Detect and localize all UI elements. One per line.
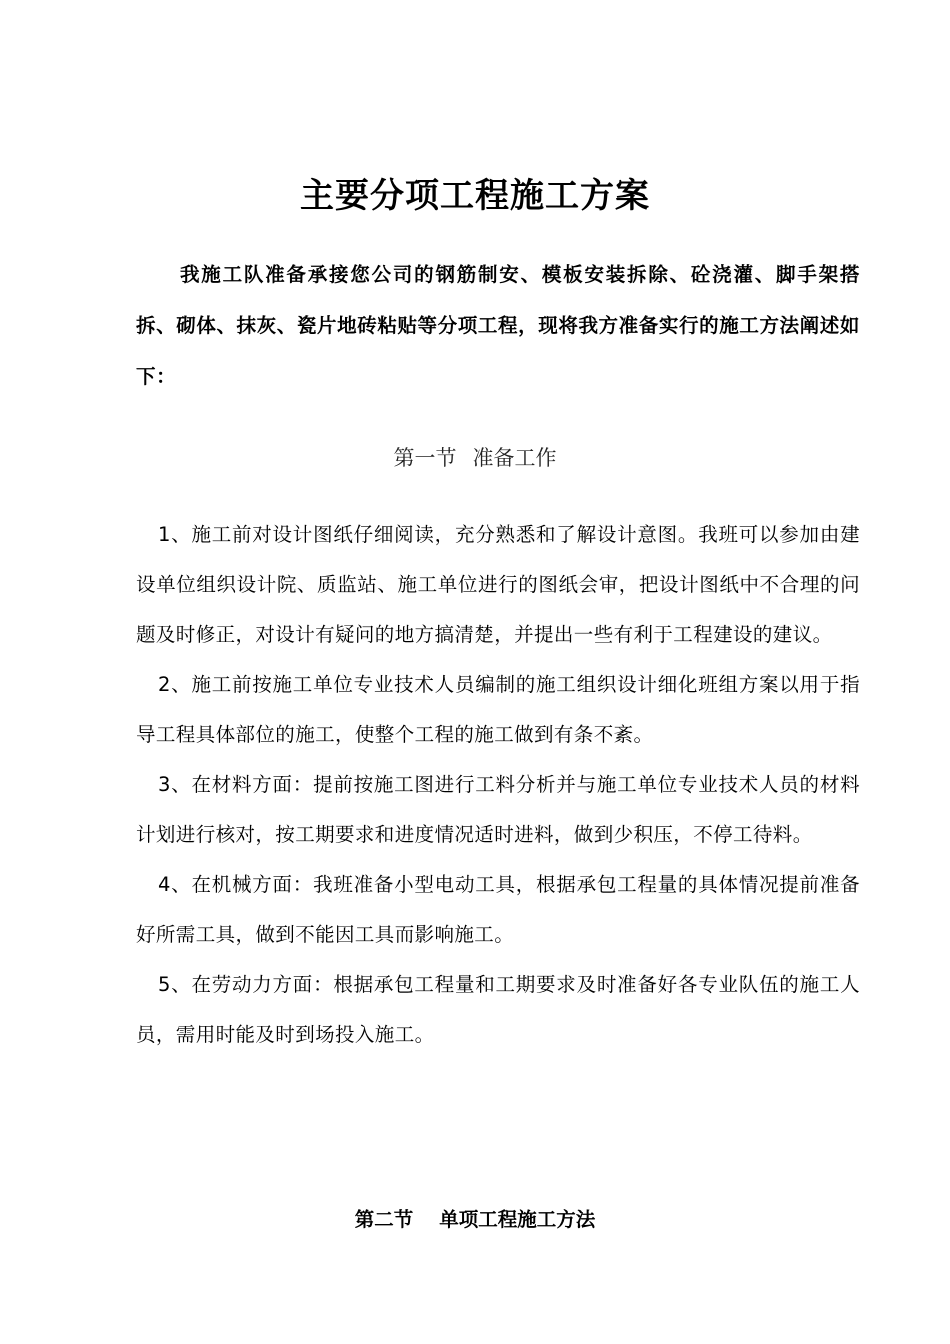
list-item: 5、在劳动力方面：根据承包工程量和工期要求及时准备好各专业队伍的施工人员，需用时能及时到场投入施工。 xyxy=(136,973,860,1046)
section-1-number: 第一节 xyxy=(393,446,457,470)
list-item: 1、施工前对设计图纸仔细阅读，充分熟悉和了解设计意图。我班可以参加由建设单位组织设计院、质监站、施工单位进行的图纸会审，把设计图纸中不合理的问题及时修正，对设计有疑问的地方搞清楚，并提出一些有利于工程建设的建议。 xyxy=(136,523,860,646)
list-item: 2、施工前按施工单位专业技术人员编制的施工组织设计细化班组方案以用于指导工程具体部位的施工，使整个工程的施工做到有条不紊。 xyxy=(136,673,860,746)
section-1-heading xyxy=(0,440,950,476)
section-2-heading xyxy=(0,1200,950,1240)
intro-paragraph: 我施工队准备承接您公司的钢筋制安、模板安装拆除、砼浇灌、脚手架搭拆、砌体、抹灰、瓷片地砖粘贴等分项工程，现将我方准备实行的施工方法阐述如下： xyxy=(136,263,860,388)
list-item: 4、在机械方面：我班准备小型电动工具，根据承包工程量的具体情况提前准备好所需工具，做到不能因工具而影响施工。 xyxy=(136,873,860,946)
section-1-name: 准备工作 xyxy=(472,446,557,470)
list-item: 3、在材料方面：提前按施工图进行工料分析并与施工单位专业技术人员的材料计划进行核对，按工期要求和进度情况适时进料，做到少积压，不停工待料。 xyxy=(136,773,860,846)
preparation-list xyxy=(136,510,860,1060)
document-title: 主要分项工程施工方案 xyxy=(300,175,650,216)
section-2-number: 第二节 xyxy=(354,1208,414,1231)
section-2-name: 单项工程施工方法 xyxy=(439,1208,596,1231)
